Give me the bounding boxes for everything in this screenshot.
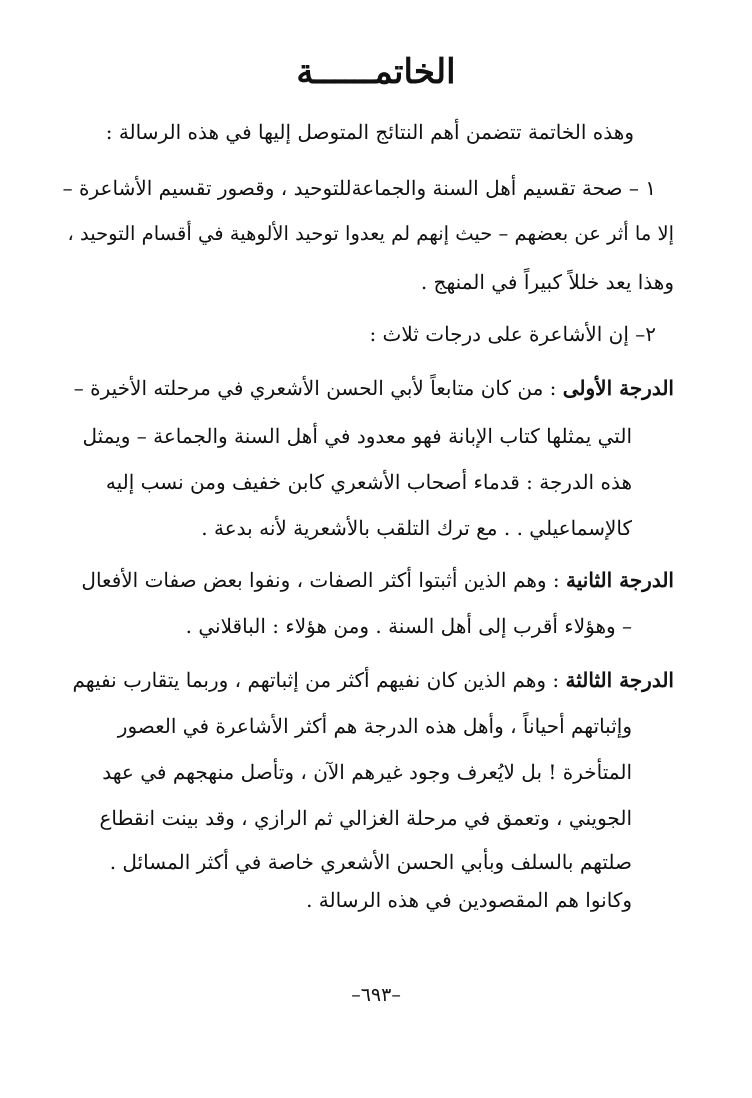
degree-3-line-6: وكانوا هم المقصودين في هذه الرسالة .	[306, 888, 632, 912]
degree-2-line-2: – وهؤلاء أقرب إلى أهل السنة . ومن هؤلاء : الباقلاني .	[185, 614, 632, 638]
degree-1-line-1-text: : من كان متابعاً لأبي الحسن الأشعري في مرحلته الأخيرة –	[73, 376, 563, 400]
point-1-line-3: وهذا يعد خللاً كبيراً في المنهج .	[420, 270, 674, 294]
degree-1-label: الدرجة الأولى	[562, 376, 674, 400]
degree-3-line-4: الجويني ، وتعمق في مرحلة الغزالي ثم الرازي ، وقد بينت انقطاع	[99, 806, 632, 830]
intro-text: وهذه الخاتمة تتضمن أهم النتائج المتوصل إليها في هذه الرسالة :	[105, 120, 634, 144]
degree-3-label: الدرجة الثالثة	[565, 668, 674, 692]
degree-1-line-1	[74, 368, 674, 408]
degree-1-line-2: التي يمثلها كتاب الإبانة فهو معدود في أهل السنة والجماعة – ويمثل	[82, 424, 632, 448]
degree-3-line-3: المتأخرة ! بل لايُعرف وجود غيرهم الآن ، وتأصل منهجهم في عهد	[102, 760, 632, 784]
degree-1-line-3: هذه الدرجة : قدماء أصحاب الأشعري كابن خفيف ومن نسب إليه	[105, 470, 632, 494]
degree-2-line-1-text: : وهم الذين أثبتوا أكثر الصفات ، ونفوا بعض صفات الأفعال	[81, 568, 567, 592]
page-title: الخاتمــــــة	[296, 52, 456, 92]
degree-3-line-1	[72, 660, 674, 700]
point-1-line-2: إلا ما أثر عن بعضهم – حيث إنهم لم يعدوا توحيد الألوهية في أقسام التوحيد ،	[67, 222, 674, 245]
degree-2-label: الدرجة الثانية	[566, 568, 674, 592]
degree-1-line-4: كالإسماعيلي . . مع ترك التلقب بالأشعرية لأنه بدعة .	[201, 516, 632, 540]
point-2-heading: ٢– إن الأشاعرة على درجات ثلاث :	[369, 322, 656, 346]
page-number: –٦٩٣–	[351, 984, 401, 1006]
degree-3-line-5: صلتهم بالسلف وبأبي الحسن الأشعري خاصة في أكثر المسائل .	[109, 850, 632, 874]
point-1-line-1: ١ – صحة تقسيم أهل السنة والجماعةللتوحيد ، وقصور تقسيم الأشاعرة –	[62, 176, 656, 200]
degree-3-line-1-text: : وهم الذين كان نفيهم أكثر من إثباتهم ، وربما يتقارب نفيهم	[72, 668, 566, 692]
degree-3-line-2: وإثباتهم أحياناً ، وأهل هذه الدرجة هم أكثر الأشاعرة في العصور	[117, 714, 632, 738]
degree-2-line-1	[81, 560, 674, 600]
